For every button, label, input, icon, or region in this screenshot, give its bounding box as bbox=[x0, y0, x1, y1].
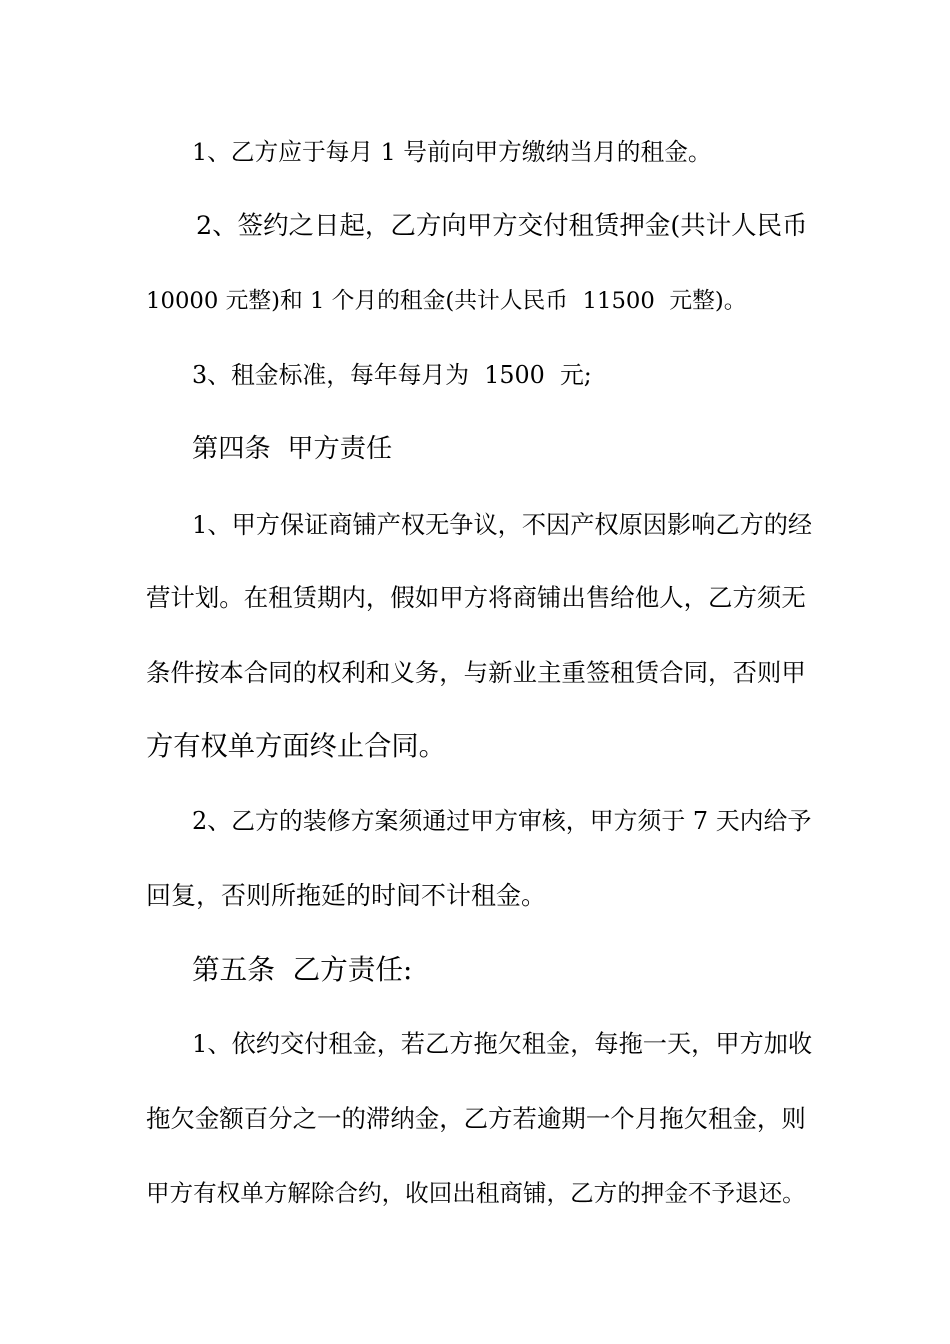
paragraph-party-b-1-line-2: 拖欠金额百分之一的滞纳金，乙方若逾期一个月拖欠租金，则 bbox=[146, 1104, 806, 1133]
paragraph-party-a-2-line-2: 回复，否则所拖延的时间不计租金。 bbox=[146, 881, 547, 910]
section-heading-party-b: 第五条 乙方责任: bbox=[192, 953, 413, 986]
paragraph-rent-standard: 3、租金标准，每年每月为 1500 元; bbox=[192, 361, 592, 389]
paragraph-party-b-1-line-1: 1、依约交付租金，若乙方拖欠租金，每拖一天，甲方加收 bbox=[192, 1030, 813, 1058]
paragraph-party-a-1-line-4: 方有权单方面终止合同。 bbox=[146, 731, 446, 762]
paragraph-deposit-line-1: 2、签约之日起，乙方向甲方交付租赁押金(共计人民币 bbox=[196, 211, 808, 241]
paragraph-party-a-2-line-1: 2、乙方的装修方案须通过甲方审核，甲方须于 7 天内给予 bbox=[192, 807, 812, 835]
paragraph-party-b-1-line-3: 甲方有权单方解除合约，收回出租商铺，乙方的押金不予退还。 bbox=[146, 1179, 806, 1207]
paragraph-deposit-line-2: 10000 元整)和 1 个月的租金(共计人民币 11500 元整)。 bbox=[146, 288, 747, 314]
paragraph-rent-due-date: 1、乙方应于每月 1 号前向甲方缴纳当月的租金。 bbox=[192, 138, 712, 166]
paragraph-party-a-1-line-1: 1、甲方保证商铺产权无争议，不因产权原因影响乙方的经 bbox=[192, 511, 813, 539]
section-heading-party-a: 第四条 甲方责任 bbox=[192, 434, 393, 464]
paragraph-party-a-1-line-2: 营计划。在租赁期内，假如甲方将商铺出售给他人，乙方须无 bbox=[146, 583, 806, 612]
paragraph-party-a-1-line-3: 条件按本合同的权利和义务，与新业主重签租赁合同，否则甲 bbox=[146, 658, 806, 687]
